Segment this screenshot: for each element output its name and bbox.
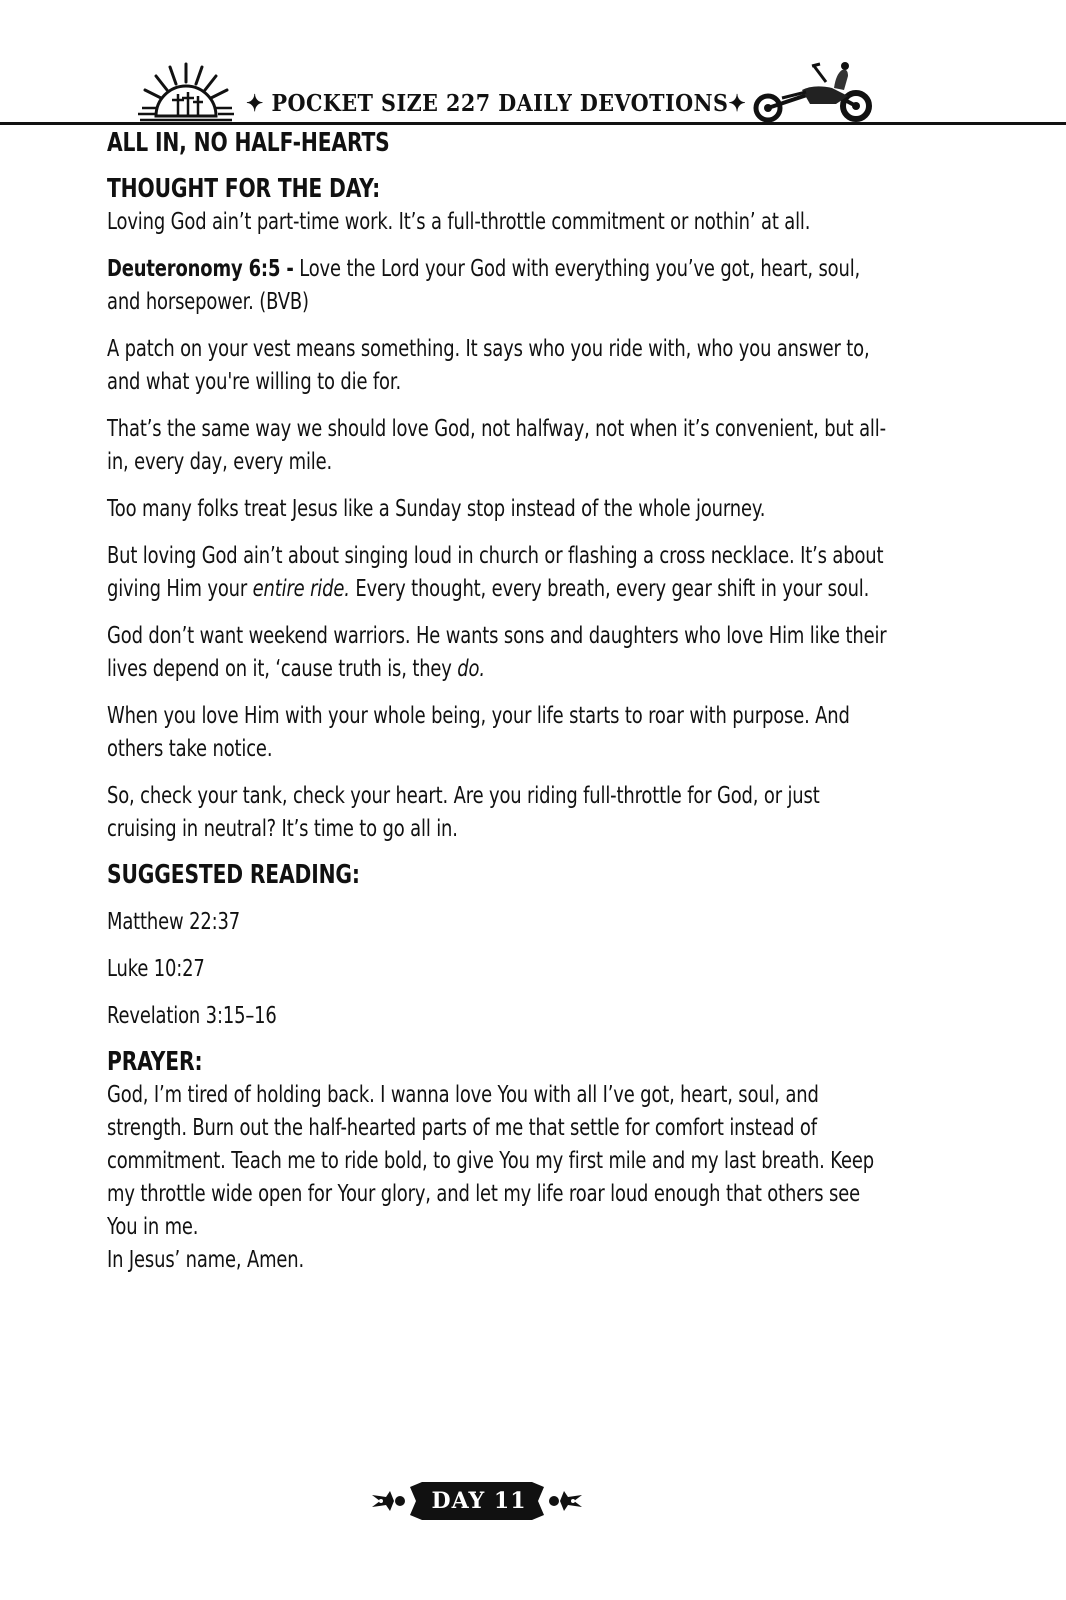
devotion-content: [107, 126, 887, 1277]
reading-item: Matthew 22:37: [107, 909, 241, 935]
prayer-heading: PRAYER:: [107, 1047, 203, 1077]
motorcycle-rider-icon: [752, 62, 878, 124]
paragraph-5-part-a: God don’t want weekend warriors. He wants sons and daughters who love Him like their lives depend on it, ‘cause truth is, they: [107, 623, 887, 682]
thought-text: Loving God ain’t part-time work. It’s a full-throttle commitment or nothin’ at all.: [107, 209, 811, 235]
paragraph-7: So, check your tank, check your heart. Are you riding full-throttle for God, or just cruising in neutral? It’s time to go all in.: [107, 783, 820, 842]
paragraph-4-part-a: But loving God ain’t about singing loud in church or flashing a cross necklace. It’s about giving Him your: [107, 543, 884, 602]
paragraph-4-emphasis: entire ride.: [252, 576, 350, 602]
paragraph-2: That’s the same way we should love God, not halfway, not when it’s convenient, but all-in, every day, every mile.: [107, 416, 886, 475]
reading-item: Luke 10:27: [107, 956, 205, 982]
sunrise-cross-icon: [136, 60, 236, 124]
paragraph-6: When you love Him with your whole being, your life starts to roar with purpose. And others take notice.: [107, 703, 850, 762]
prayer-closing: In Jesus’ name, Amen.: [107, 1247, 305, 1273]
day-label: DAY 11: [431, 1488, 527, 1514]
header-title: ✦ POCKET SIZE 227 DAILY DEVOTIONS✦: [246, 90, 747, 117]
verse-text: Love the Lord your God with everything you’ve got, heart, soul, and horsepower. (BVB): [107, 256, 861, 315]
header-rule: [0, 122, 1066, 125]
prayer-text: God, I’m tired of holding back. I wanna love You with all I’ve got, heart, soul, and strength. Burn out the half-hearted parts of me that settle for comfort instead of commitment. Teach me to ride bold, to give You my first mile and my last breath. Keep my throttle wide open for Your glory, and let my life roar loud enough that others see You in me.: [107, 1082, 874, 1240]
reading-heading: SUGGESTED READING:: [107, 860, 360, 890]
paragraph-4-part-b: Every thought, every breath, every gear shift in your soul.: [349, 576, 870, 602]
paragraph-5-emphasis: do.: [457, 656, 485, 682]
paragraph-3: Too many folks treat Jesus like a Sunday stop instead of the whole journey.: [107, 496, 766, 522]
paragraph-1: A patch on your vest means something. It says who you ride with, who you answer to, and what you're willing to die for.: [107, 336, 870, 395]
devotion-title: ALL IN, NO HALF-HEARTS: [107, 128, 390, 158]
paragraph-4: [107, 540, 887, 606]
reading-item: Revelation 3:15–16: [107, 1003, 277, 1029]
verse-reference: Deuteronomy 6:5 -: [107, 256, 294, 282]
scripture-verse: [107, 253, 887, 319]
thought-heading: THOUGHT FOR THE DAY:: [107, 174, 381, 204]
paragraph-5: [107, 620, 887, 686]
